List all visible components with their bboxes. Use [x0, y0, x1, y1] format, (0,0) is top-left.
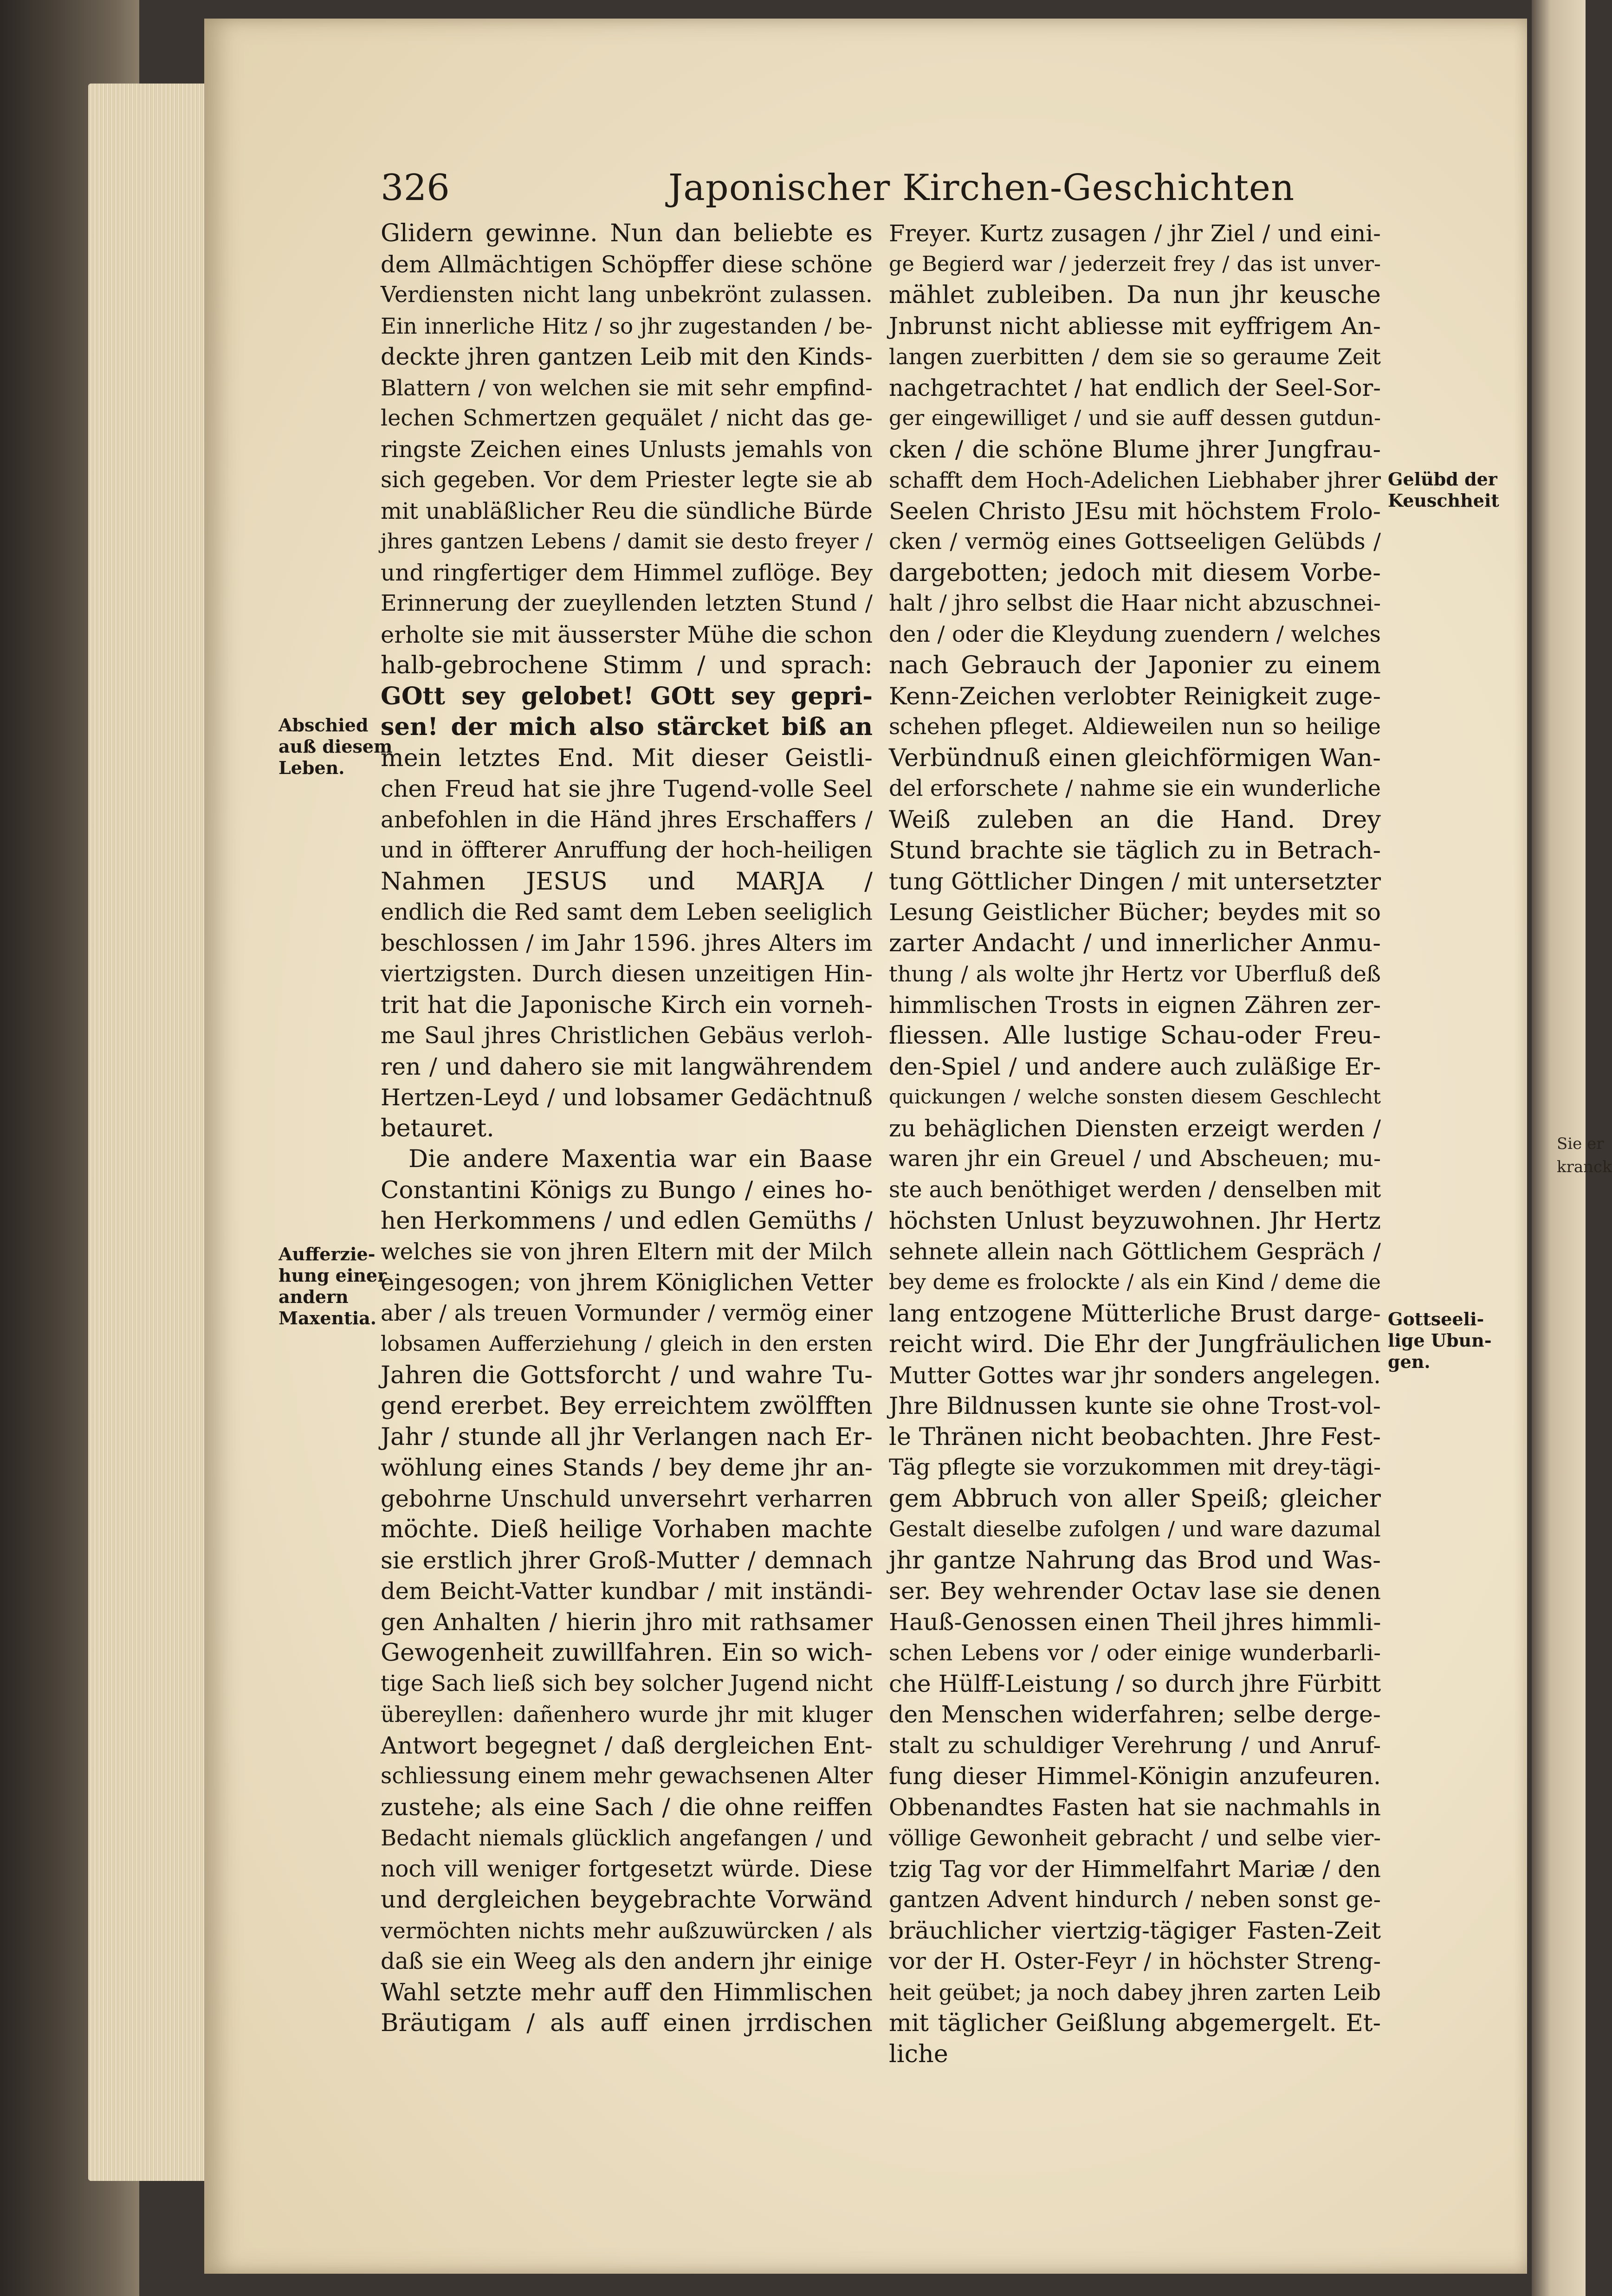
text-line: Täg pflegte sie vorzukommen mit drey-tägi- [889, 1455, 1381, 1480]
text-line: Hertzen-Leyd / und lobsamer Gedächtnuß [381, 1084, 873, 1111]
margin-note-aufferziehung [278, 1244, 387, 1329]
text-line: chen Freud hat sie jhre Tugend-volle Seel [381, 775, 873, 802]
text-line: lobsamen Aufferziehung / gleich in den ersten [381, 1332, 873, 1356]
left-text-column [381, 218, 873, 2039]
text-line: gantzen Advent hindurch / neben sonst ge- [889, 1887, 1381, 1913]
text-line: und in öffterer Anruffung der hoch-heiligen [381, 838, 873, 863]
text-line: Antwort begegnet / daß dergleichen Ent- [381, 1731, 873, 1759]
text-line: zarter Andacht / und innerlicher Anmu- [889, 929, 1381, 957]
facing-page-edge [1532, 0, 1612, 2296]
margin-note-line: hung einer [278, 1265, 387, 1286]
facing-page-fragment: Sie er [1557, 1135, 1604, 1153]
text-line: fliessen. Alle lustige Schau-oder Freu- [889, 1021, 1381, 1050]
text-line: beschlossen / im Jahr 1596. jhres Alters im [381, 930, 873, 956]
text-line: zu behäglichen Diensten erzeigt werden / [889, 1115, 1381, 1142]
text-line: ringste Zeichen eines Unlusts jemahls von [381, 436, 873, 463]
text-line: Verdiensten nicht lang unbekrönt zulassen. [381, 282, 873, 308]
text-line: sehnete allein nach Göttlichem Gespräch / [889, 1238, 1381, 1265]
text-line: ste auch benöthiget werden / denselben mit [889, 1177, 1381, 1203]
text-line: waren jhr ein Greuel / und Abscheuen; mu- [889, 1146, 1381, 1172]
text-line: cken / vermög eines Gottseeligen Gelübds / [889, 529, 1381, 555]
text-line: dem Allmächtigen Schöpffer diese schöne [381, 251, 873, 278]
text-line: halt / jhro selbst die Haar nicht abzuschnei- [889, 591, 1381, 616]
text-line: Glidern gewinne. Nun dan beliebte es [381, 219, 873, 247]
text-line: mein letztes End. Mit dieser Geistli- [381, 743, 873, 772]
text-line: vermöchten nichts mehr außzuwürcken / als [381, 1918, 873, 1943]
text-line: Blattern / von welchen sie mit sehr empfind- [381, 375, 873, 400]
text-line: langen zuerbitten / dem sie so geraume Zeit [889, 344, 1381, 369]
text-line: viertzigsten. Durch diesen unzeitigen Hin- [381, 961, 873, 987]
text-line: welches sie von jhren Eltern mit der Milch [381, 1238, 873, 1265]
text-line: deckte jhren gantzen Leib mit den Kinds- [381, 343, 873, 370]
text-line: aber / als treuen Vormunder / vermög einer [381, 1300, 873, 1326]
margin-note-line: Gottseeli- [1388, 1309, 1484, 1329]
text-line: Gestalt dieselbe zufolgen / und ware dazumal [889, 1517, 1381, 1541]
text-line: Bedacht niemals glücklich angefangen / und [381, 1825, 873, 1851]
text-line: zustehe; als eine Sach / die ohne reiffen [381, 1793, 873, 1821]
catchword: liche [889, 2039, 948, 2068]
margin-note-line: Abschied [278, 715, 369, 735]
text-line: bey deme es frolockte / als ein Kind / deme die [889, 1271, 1381, 1294]
text-line: und ringfertiger dem Himmel zuflöge. Bey [381, 560, 873, 586]
text-line: Erinnerung der zueyllenden letzten Stund / [381, 591, 873, 616]
page-number: 326 [381, 167, 450, 209]
text-line: schen Lebens vor / oder einige wunderbarli- [889, 1640, 1381, 1665]
text-line: Jhre Bildnussen kunte sie ohne Trost-vol- [889, 1392, 1381, 1419]
text-line: mit täglicher Geißlung abgemergelt. Et- [889, 2009, 1381, 2037]
text-line: himmlischen Trosts in eignen Zähren zer- [889, 991, 1381, 1019]
text-line: anbefohlen in die Händ jhres Erschaffers / [381, 806, 873, 833]
text-line: Constantini Königs zu Bungo / eines ho- [381, 1176, 873, 1204]
margin-note-line: lige Ubun- [1388, 1330, 1492, 1351]
text-line: Kenn-Zeichen verlobter Reinigkeit zuge- [889, 682, 1381, 710]
text-line: Verbündnuß einen gleichförmigen Wan- [889, 743, 1381, 772]
text-line: Gewogenheit zuwillfahren. Ein so wich- [381, 1638, 873, 1667]
margin-note-geluebd [1388, 469, 1499, 511]
text-line: tige Sach ließ sich bey solcher Jugend nicht [381, 1670, 873, 1696]
quotation-line: GOtt sey gelobet! GOtt sey gepri- [381, 682, 873, 710]
text-line: den / oder die Kleydung zuendern / welches [889, 621, 1381, 647]
text-line: trit hat die Japonische Kirch ein vorneh- [381, 991, 873, 1019]
margin-note-line: Keuschheit [1388, 490, 1499, 511]
text-line: tung Göttlicher Dingen / mit untersetzter [889, 867, 1381, 895]
text-line: me Saul jhres Christlichen Gebäus verloh- [381, 1023, 873, 1049]
text-line: Mutter Gottes war jhr sonders angelegen. [889, 1361, 1381, 1389]
text-line: le Thränen nicht beobachten. Jhre Fest- [889, 1422, 1381, 1451]
text-line: wöhlung eines Stands / bey deme jhr an- [381, 1454, 873, 1481]
text-line: ger eingewilliget / und sie auff dessen gutdun- [889, 406, 1381, 430]
text-line: gebohrne Unschuld unversehrt verharren [381, 1485, 873, 1512]
text-line: che Hülff-Leistung / so durch jhre Fürbitt [889, 1670, 1381, 1697]
margin-note-line: Aufferzie- [278, 1244, 375, 1264]
text-line: fung dieser Himmel-Königin anzufeuren. [889, 1762, 1381, 1790]
text-line: Freyer. Kurtz zusagen / jhr Ziel / und eini- [889, 220, 1381, 247]
text-line: dargebotten; jedoch mit diesem Vorbe- [889, 558, 1381, 587]
page-header [381, 167, 1411, 213]
text-line: sich gegeben. Vor dem Priester legte sie ab [381, 467, 873, 493]
text-line: dem Beicht-Vatter kundbar / mit inständi- [381, 1578, 873, 1605]
quotation-line: sen! der mich also stärcket biß an [381, 713, 873, 741]
text-line: cken / die schöne Blume jhrer Jungfrau- [889, 435, 1381, 464]
margin-note-uebungen [1388, 1309, 1492, 1373]
text-line: höchsten Unlust beyzuwohnen. Jhr Hertz [889, 1207, 1381, 1234]
text-line: völlige Gewonheit gebracht / und selbe vier- [889, 1825, 1381, 1851]
paragraph-start-line: Die andere Maxentia war ein Baase [408, 1145, 873, 1173]
text-line: Bräutigam / als auff einen jrrdischen [381, 2009, 873, 2037]
text-line: nach Gebrauch der Japonier zu einem [889, 651, 1381, 679]
text-line: Wahl setzte mehr auff den Himmlischen [381, 1978, 873, 2006]
text-line: Stund brachte sie täglich zu in Betrach- [889, 837, 1381, 864]
text-line: Jnbrunst nicht abliesse mit eyffrigem An- [889, 312, 1381, 340]
page-block-edge [88, 84, 209, 2181]
text-line: Ein innerliche Hitz / so jhr zugestanden / be- [381, 313, 873, 339]
text-line: jhres gantzen Lebens / damit sie desto freyer / [381, 530, 873, 554]
text-line: ge Begierd war / jederzeit frey / das ist unver- [889, 252, 1381, 276]
text-line: Jahren die Gottsforcht / und wahre Tu- [381, 1361, 873, 1389]
text-line: den-Spiel / und andere auch zuläßige Er- [889, 1052, 1381, 1080]
text-line: schehen pfleget. Aldieweilen nun so heilige [889, 714, 1381, 740]
text-line: noch vill weniger fortgesetzt würde. Diese [381, 1856, 873, 1882]
text-line: gen Anhalten / hierin jhro mit rathsamer [381, 1608, 873, 1636]
margin-note-abschied [278, 715, 392, 779]
text-line: daß sie ein Weeg als den andern jhr einige [381, 1948, 873, 1974]
margin-note-line: Leben. [278, 757, 345, 778]
text-line: endlich die Red samt dem Leben seeliglich [381, 899, 873, 925]
text-line: sie erstlich jhrer Groß-Mutter / demnach [381, 1546, 873, 1574]
text-line: erholte sie mit äusserster Mühe die schon [381, 621, 873, 648]
text-line: jhr gantze Nahrung das Brod und Was- [889, 1546, 1381, 1574]
text-line: mit unabläßlicher Reu die sündliche Bürde [381, 498, 873, 524]
right-text-column [889, 218, 1381, 2070]
text-line: Weiß zuleben an die Hand. Drey [889, 805, 1381, 834]
text-line: schliessung einem mehr gewachsenen Alter [381, 1763, 873, 1789]
text-line: den Menschen widerfahren; selbe derge- [889, 1701, 1381, 1728]
text-line: Obbenandtes Fasten hat sie nachmahls in [889, 1793, 1381, 1821]
text-line: reicht wird. Die Ehr der Jungfräulichen [889, 1330, 1381, 1358]
text-line: Seelen Christo JEsu mit höchstem Frolo- [889, 497, 1381, 525]
text-line: vor der H. Oster-Feyr / in höchster Streng- [889, 1948, 1381, 1974]
text-line: lang entzogene Mütterliche Brust darge- [889, 1299, 1381, 1327]
running-title: Japonischer Kirchen-Geschichten [668, 167, 1295, 209]
text-line: möchte. Dieß heilige Vorhaben machte [381, 1515, 873, 1543]
text-line: thung / als wolte jhr Hertz vor Uberfluß deß [889, 961, 1381, 987]
text-line: Hauß-Genossen einen Theil jhres himmli- [889, 1608, 1381, 1636]
text-line: nachgetrachtet / hat endlich der Seel-Sor- [889, 374, 1381, 401]
text-line: del erforschete / nahme sie ein wunderliche [889, 776, 1381, 801]
text-line: eingesogen; von jhrem Königlichen Vetter [381, 1269, 873, 1296]
margin-note-line: auß diesem [278, 736, 393, 757]
text-line: stalt zu schuldiger Verehrung / und Anruf- [889, 1732, 1381, 1759]
facing-page-fragment: kranck [1557, 1158, 1612, 1176]
text-line: Nahmen JESUS und MARJA / [381, 867, 873, 896]
text-line: und dergleichen beygebrachte Vorwänd [381, 1886, 873, 1914]
text-line: ren / und dahero sie mit langwährendem [381, 1052, 873, 1080]
text-line: gem Abbruch von aller Speiß; gleicher [889, 1484, 1381, 1513]
text-line: halb-gebrochene Stimm / und sprach: [381, 651, 873, 679]
text-line: lechen Schmertzen gequälet / nicht das ge- [381, 406, 873, 431]
text-line: bräuchlicher viertzig-tägiger Fasten-Zeit [889, 1916, 1381, 1944]
text-line: schafft dem Hoch-Adelichen Liebhaber jhrer [889, 468, 1381, 493]
text-line: heit geübet; ja noch dabey jhren zarten Leib [889, 1980, 1381, 2005]
margin-note-line: Gelübd der [1388, 469, 1497, 490]
margin-note-line: Maxentia. [278, 1308, 376, 1329]
text-line: tzig Tag vor der Himmelfahrt Mariæ / den [889, 1855, 1381, 1883]
text-line: ser. Bey wehrender Octav lase sie denen [889, 1577, 1381, 1605]
text-line: übereyllen: dañenhero wurde jhr mit kluger [381, 1702, 873, 1727]
margin-note-line: andern [278, 1286, 349, 1307]
text-line: gend ererbet. Bey erreichtem zwölfften [381, 1392, 873, 1420]
text-line: betauret. [381, 1114, 494, 1142]
text-line: mählet zubleiben. Da nun jhr keusche [889, 281, 1381, 309]
text-line: quickungen / welche sonsten diesem Geschlecht [889, 1086, 1381, 1109]
margin-note-line: gen. [1388, 1351, 1431, 1372]
text-line: Lesung Geistlicher Bücher; beydes mit so [889, 899, 1381, 926]
text-line: Jahr / stunde all jhr Verlangen nach Er- [381, 1422, 873, 1451]
text-line: hen Herkommens / und edlen Gemüths / [381, 1207, 873, 1235]
